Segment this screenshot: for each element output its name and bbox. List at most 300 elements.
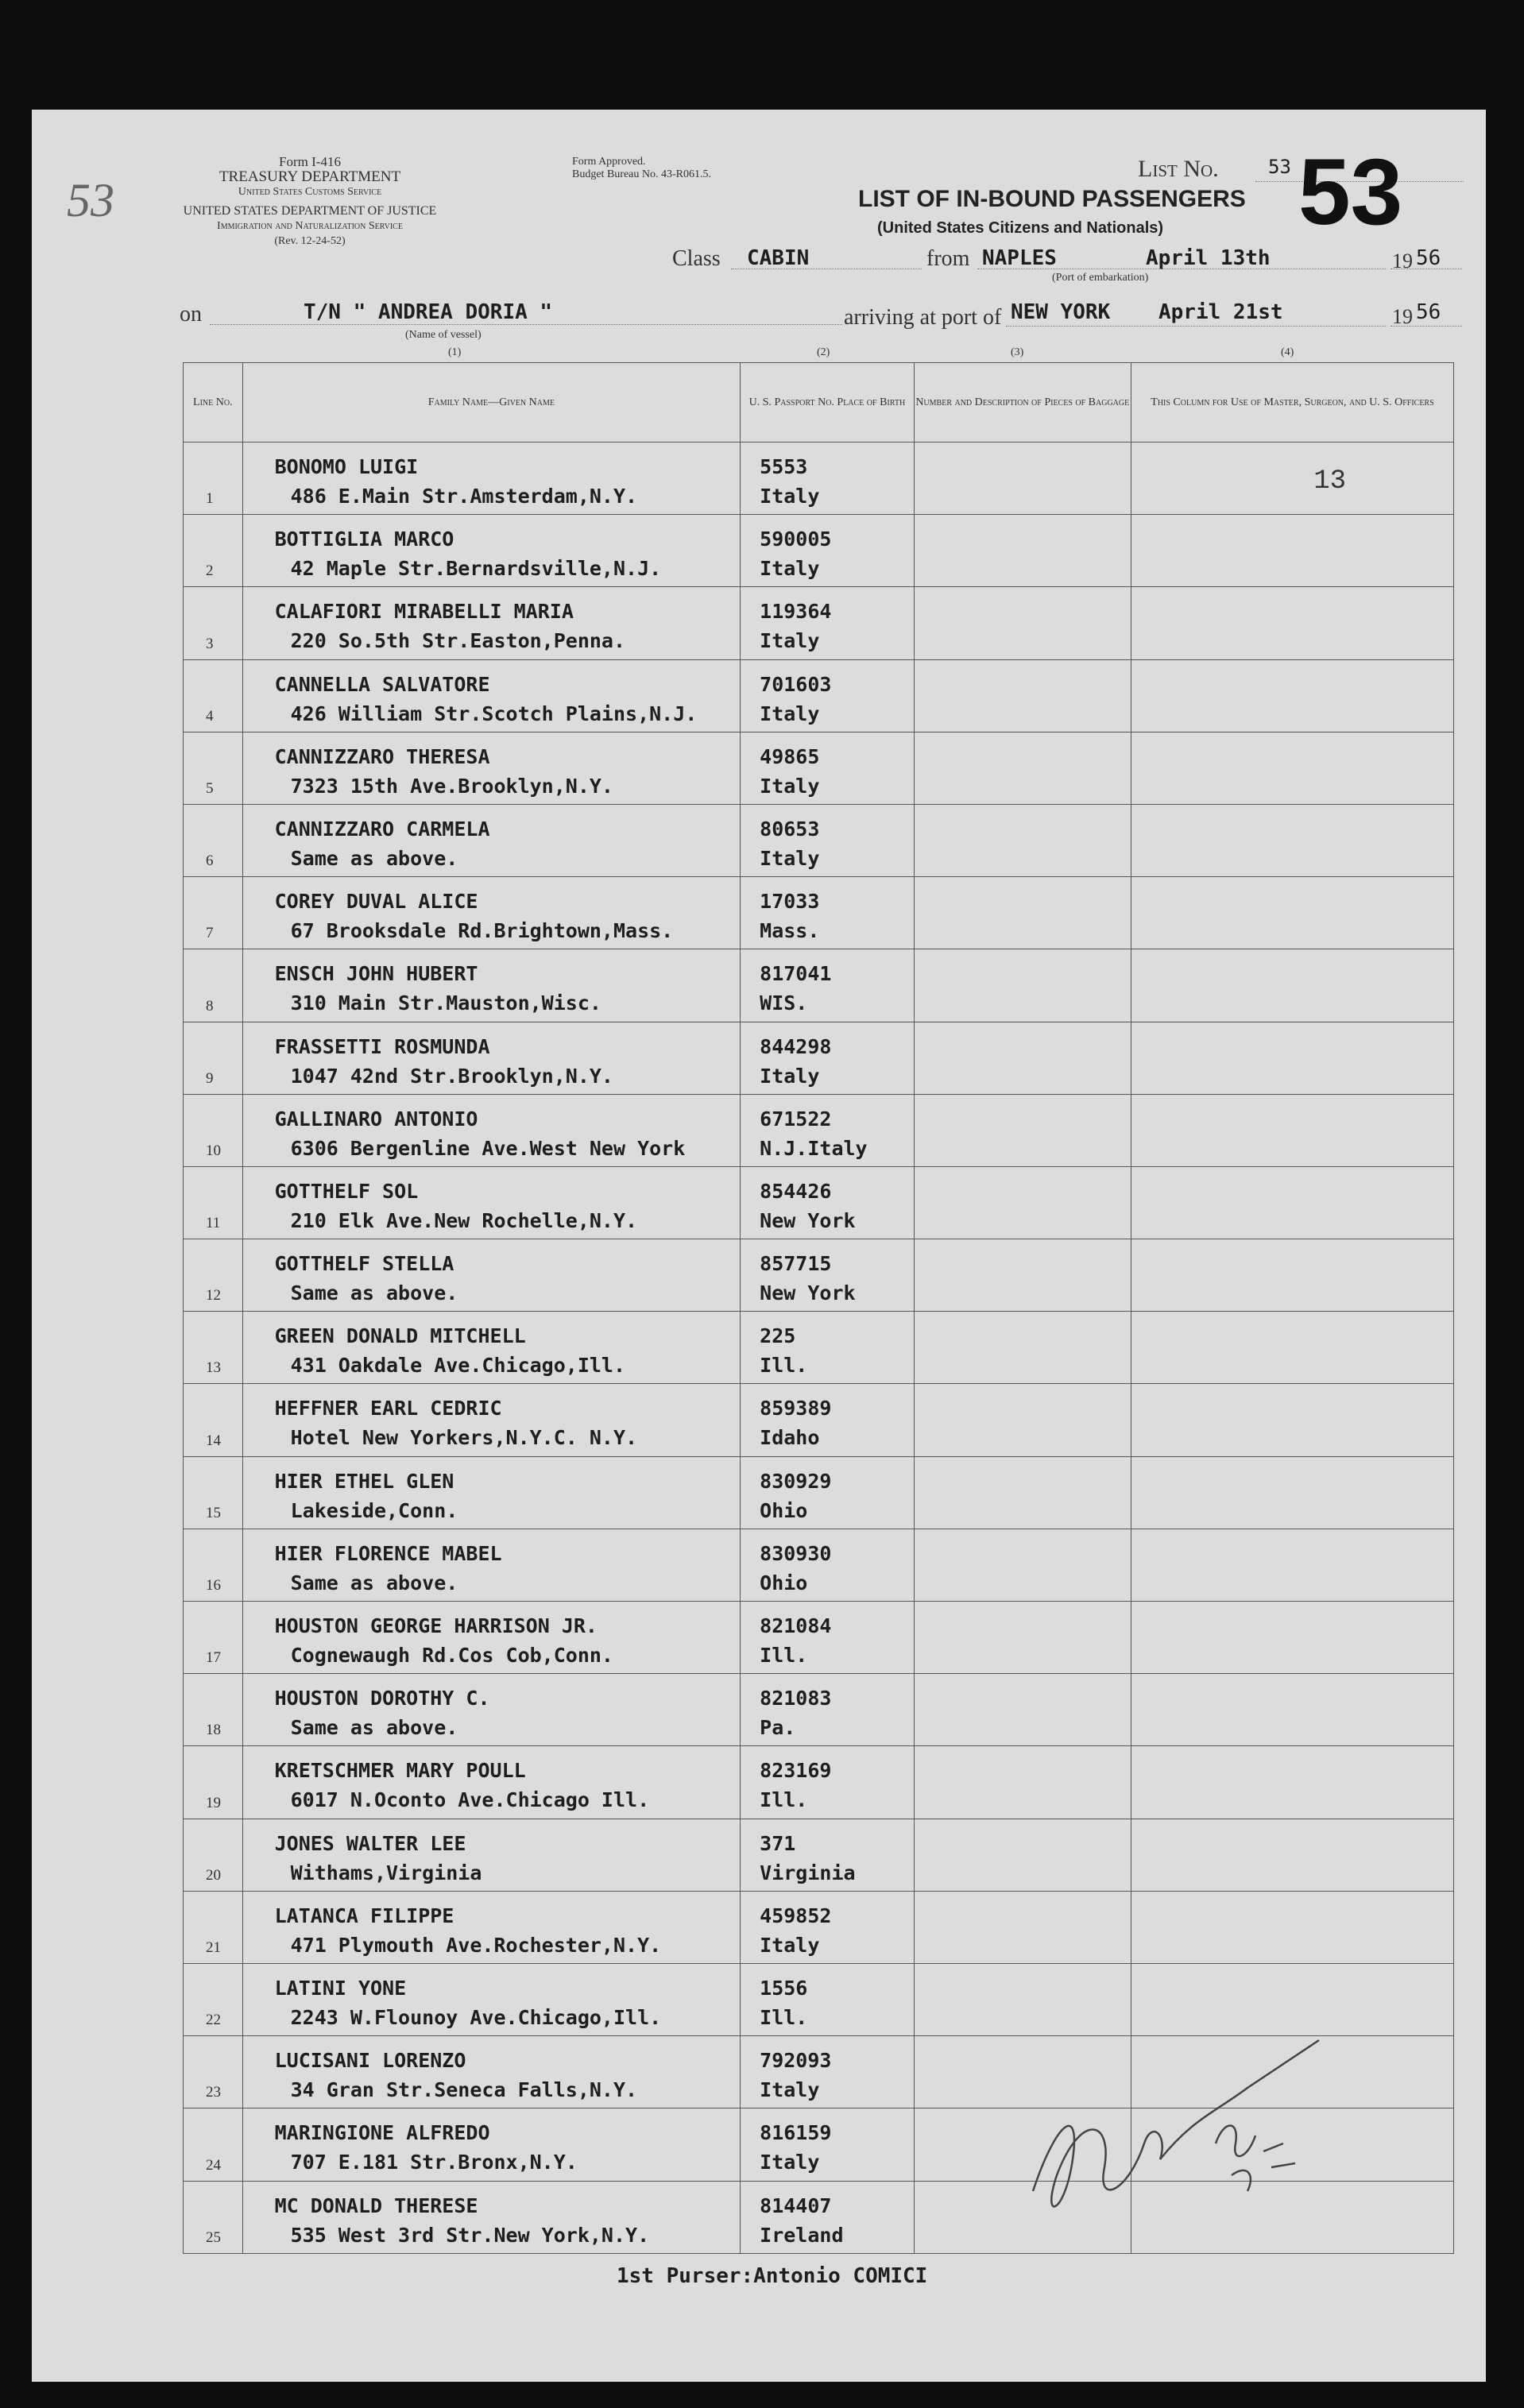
- table-row: [184, 949, 1454, 1022]
- birthplace: Idaho: [760, 1426, 820, 1450]
- passenger-name: CANNIZZARO THERESA: [274, 744, 490, 768]
- passenger-address: 1047 42nd Str.Brooklyn,N.Y.: [290, 1064, 613, 1088]
- list-no-stamp: 53: [1298, 140, 1403, 245]
- name-cell: [242, 515, 741, 587]
- birthplace: Italy: [760, 485, 820, 508]
- passport-cell: [741, 1529, 915, 1601]
- port-of-embarkation-label: (Port of embarkation): [1052, 272, 1149, 284]
- line-number-cell: [184, 2108, 243, 2181]
- baggage-cell: [914, 949, 1131, 1022]
- baggage-cell: [914, 1456, 1131, 1529]
- table-row: [184, 1674, 1454, 1746]
- passport-number: 823169: [760, 1759, 832, 1783]
- passport-cell: [741, 659, 915, 732]
- passenger-name: JONES WALTER LEE: [274, 1831, 466, 1855]
- birthplace: Ill.: [760, 1644, 808, 1667]
- passenger-address: 310 Main Str.Mauston,Wisc.: [290, 991, 601, 1015]
- passport-cell: [741, 877, 915, 949]
- passenger-address: 471 Plymouth Ave.Rochester,N.Y.: [290, 1933, 662, 1957]
- birthplace: Italy: [760, 1064, 820, 1088]
- passport-cell: [741, 1819, 915, 1891]
- passport-cell: [741, 2181, 915, 2254]
- line-number-cell: [184, 2181, 243, 2254]
- birthplace: Ill.: [760, 1354, 808, 1378]
- justice-block: [183, 203, 437, 249]
- officer-cell: [1131, 515, 1453, 587]
- line-number: 11: [206, 1215, 221, 1232]
- passport-number: 590005: [760, 528, 832, 551]
- name-cell: [242, 1456, 741, 1529]
- name-cell: [242, 1963, 741, 2035]
- birthplace: Ill.: [760, 1788, 808, 1812]
- line-number-cell: [184, 1166, 243, 1239]
- col-officers: This Column for Use of Master, Surgeon, and U. S. Officers: [1131, 363, 1453, 443]
- table-row: [184, 1022, 1454, 1094]
- name-cell: [242, 443, 741, 515]
- name-cell: [242, 877, 741, 949]
- col-ref-4: (4): [1281, 346, 1294, 358]
- line-number: 24: [206, 2156, 221, 2174]
- passenger-address: 486 E.Main Str.Amsterdam,N.Y.: [290, 485, 638, 508]
- name-cell: [242, 1819, 741, 1891]
- line-number-cell: [184, 732, 243, 804]
- list-no-label: List No.: [1138, 156, 1219, 182]
- table-header-row: [184, 363, 1454, 443]
- passenger-name: FRASSETTI ROSMUNDA: [274, 1034, 490, 1058]
- passenger-address: 34 Gran Str.Seneca Falls,N.Y.: [290, 2078, 638, 2102]
- baggage-cell: [914, 587, 1131, 659]
- name-cell: [242, 1384, 741, 1456]
- customs-service: United States Customs Service: [238, 186, 382, 198]
- line-number-cell: [184, 1384, 243, 1456]
- baggage-cell: [914, 1746, 1131, 1819]
- officer-cell: [1131, 1022, 1453, 1094]
- passport-number: 17033: [760, 890, 820, 914]
- baggage-cell: [914, 1384, 1131, 1456]
- col-ref-1: (1): [448, 346, 462, 358]
- arriving-label: arriving at port of: [844, 305, 1002, 330]
- birthplace: Italy: [760, 2078, 820, 2102]
- passenger-name: HIER ETHEL GLEN: [274, 1469, 454, 1493]
- birthplace: Italy: [760, 557, 820, 581]
- table-row: [184, 1529, 1454, 1601]
- passport-cell: [741, 1312, 915, 1384]
- line-number: 13: [206, 1359, 221, 1377]
- birthplace: N.J.Italy: [760, 1136, 868, 1160]
- line-number: 4: [206, 707, 214, 725]
- passport-cell: [741, 1746, 915, 1819]
- passport-cell: [741, 515, 915, 587]
- birthplace: Virginia: [760, 1861, 856, 1884]
- table-row: [184, 1312, 1454, 1384]
- officer-cell: [1131, 1602, 1453, 1674]
- baggage-cell: [914, 1602, 1131, 1674]
- passport-number: 225: [760, 1324, 796, 1348]
- passport-number: 857715: [760, 1252, 832, 1276]
- baggage-cell: [914, 1891, 1131, 1963]
- col-passport: U. S. Passport No. Place of Birth: [741, 363, 915, 443]
- baggage-cell: [914, 877, 1131, 949]
- passenger-name: KRETSCHMER MARY POULL: [274, 1759, 526, 1783]
- passenger-name: CANNELLA SALVATORE: [274, 672, 490, 696]
- line-number-cell: [184, 1819, 243, 1891]
- line-number-cell: [184, 1239, 243, 1312]
- treasury-department: TREASURY DEPARTMENT: [219, 168, 401, 185]
- name-cell: [242, 732, 741, 804]
- form-approved-block: [572, 156, 711, 181]
- line-number-cell: [184, 587, 243, 659]
- passenger-address: 67 Brooksdale Rd.Brightown,Mass.: [290, 919, 674, 943]
- baggage-cell: [914, 515, 1131, 587]
- baggage-cell: [914, 804, 1131, 876]
- name-cell: [242, 1674, 741, 1746]
- vessel-line: [210, 324, 842, 325]
- birthplace: WIS.: [760, 991, 808, 1015]
- budget-bureau: Budget Bureau No. 43-R061.5.: [572, 168, 711, 180]
- birthplace: Italy: [760, 629, 820, 653]
- name-cell: [242, 587, 741, 659]
- passenger-name: COREY DUVAL ALICE: [274, 890, 478, 914]
- passport-number: 830930: [760, 1541, 832, 1565]
- birthplace: Ohio: [760, 1571, 808, 1594]
- line-number: 17: [206, 1649, 221, 1667]
- table-row: [184, 1819, 1454, 1891]
- form-approved: Form Approved.: [572, 156, 646, 168]
- officer-cell: [1131, 1312, 1453, 1384]
- passport-cell: [741, 2036, 915, 2108]
- officer-cell: [1131, 1819, 1453, 1891]
- baggage-cell: [914, 1674, 1131, 1746]
- passport-number: 821084: [760, 1614, 832, 1637]
- revision-date: (Rev. 12-24-52): [274, 235, 346, 247]
- name-cell: [242, 1602, 741, 1674]
- passport-number: 821083: [760, 1687, 832, 1710]
- line-number-cell: [184, 515, 243, 587]
- embark-year-suffix: 56: [1416, 246, 1441, 270]
- arrival-port: NEW YORK: [1011, 300, 1111, 324]
- officer-cell: [1131, 1166, 1453, 1239]
- passport-cell: [741, 1166, 915, 1239]
- page-title: LIST OF IN-BOUND PASSENGERS: [858, 186, 1246, 212]
- officer-cell: [1131, 1746, 1453, 1819]
- table-row: [184, 1456, 1454, 1529]
- table-row: [184, 1384, 1454, 1456]
- birthplace: Mass.: [760, 919, 820, 943]
- passenger-name: MARINGIONE ALFREDO: [274, 2121, 490, 2145]
- table-row: [184, 1602, 1454, 1674]
- line-number-cell: [184, 1963, 243, 2035]
- baggage-cell: [914, 443, 1131, 515]
- vessel-name: T/N " ANDREA DORIA ": [304, 300, 553, 324]
- name-cell: [242, 1094, 741, 1166]
- name-cell: [242, 1312, 741, 1384]
- baggage-cell: [914, 1166, 1131, 1239]
- birthplace: Italy: [760, 2151, 820, 2174]
- embark-port: NAPLES: [982, 246, 1057, 270]
- line-number-cell: [184, 443, 243, 515]
- line-number-cell: [184, 1602, 243, 1674]
- officer-cell: [1131, 1674, 1453, 1746]
- baggage-cell: [914, 732, 1131, 804]
- name-cell: [242, 2108, 741, 2181]
- line-number-cell: [184, 2036, 243, 2108]
- officer-cell: [1131, 443, 1453, 515]
- passport-cell: [741, 804, 915, 876]
- line-number: 20: [206, 1866, 221, 1884]
- passenger-name: CANNIZZARO CARMELA: [274, 817, 490, 841]
- table-row: [184, 515, 1454, 587]
- passenger-address: Same as above.: [290, 846, 458, 870]
- passport-number: 1556: [760, 1976, 808, 2000]
- line-number-cell: [184, 949, 243, 1022]
- line-number: 14: [206, 1432, 221, 1449]
- passport-cell: [741, 1094, 915, 1166]
- on-label: on: [180, 302, 202, 327]
- department-of-justice: UNITED STATES DEPARTMENT OF JUSTICE: [183, 204, 437, 218]
- officer-cell: [1131, 1384, 1453, 1456]
- table-row: [184, 1094, 1454, 1166]
- passport-cell: [741, 1963, 915, 2035]
- corner-handwriting: 53: [67, 174, 114, 226]
- passenger-name: LATANCA FILIPPE: [274, 1904, 454, 1927]
- table-row: [184, 1891, 1454, 1963]
- passport-cell: [741, 1602, 915, 1674]
- passport-number: 119364: [760, 600, 832, 624]
- passenger-name: BONOMO LUIGI: [274, 455, 419, 478]
- passenger-address: Same as above.: [290, 1571, 458, 1594]
- list-no-typed: 53: [1268, 156, 1291, 178]
- passenger-address: 431 Oakdale Ave.Chicago,Ill.: [290, 1354, 626, 1378]
- passport-number: 792093: [760, 2049, 832, 2073]
- line-number-cell: [184, 1674, 243, 1746]
- name-cell: [242, 1166, 741, 1239]
- line-number: 22: [206, 2012, 221, 2029]
- passenger-address: Cognewaugh Rd.Cos Cob,Conn.: [290, 1644, 613, 1667]
- line-number-cell: [184, 804, 243, 876]
- passport-cell: [741, 443, 915, 515]
- col-ref-2: (2): [817, 346, 830, 358]
- passport-number: 814407: [760, 2193, 832, 2217]
- passport-number: 816159: [760, 2121, 832, 2145]
- baggage-cell: [914, 659, 1131, 732]
- passport-number: 844298: [760, 1034, 832, 1058]
- birthplace: Italy: [760, 702, 820, 725]
- birthplace: Italy: [760, 846, 820, 870]
- col-line-no: Line No.: [184, 363, 243, 443]
- line-number: 16: [206, 1577, 221, 1594]
- from-label: from: [926, 246, 970, 271]
- passenger-name: GREEN DONALD MITCHELL: [274, 1324, 526, 1348]
- passenger-address: 6306 Bergenline Ave.West New York: [290, 1136, 686, 1160]
- birthplace: Italy: [760, 774, 820, 798]
- passport-number: 671522: [760, 1107, 832, 1131]
- birthplace: Pa.: [760, 1716, 796, 1740]
- baggage-cell: [914, 1529, 1131, 1601]
- passenger-address: 535 West 3rd Str.New York,N.Y.: [290, 2223, 650, 2247]
- officer-cell: [1131, 1529, 1453, 1601]
- table-row: [184, 804, 1454, 876]
- birthplace: New York: [760, 1281, 856, 1305]
- passenger-address: Withams,Virginia: [290, 1861, 482, 1884]
- passenger-name: LUCISANI LORENZO: [274, 2049, 466, 2073]
- passenger-name: HOUSTON GEORGE HARRISON JR.: [274, 1614, 598, 1637]
- vessel-label: (Name of vessel): [405, 329, 482, 341]
- line-number: 10: [206, 1142, 221, 1159]
- arrival-year-prefix: 19: [1392, 305, 1413, 328]
- passenger-address: 210 Elk Ave.New Rochelle,N.Y.: [290, 1208, 638, 1232]
- line-number: 7: [206, 925, 214, 942]
- officer-cell: [1131, 949, 1453, 1022]
- passport-cell: [741, 2108, 915, 2181]
- passenger-address: 220 So.5th Str.Easton,Penna.: [290, 629, 626, 653]
- baggage-cell: [914, 1312, 1131, 1384]
- line-number: 8: [206, 997, 214, 1015]
- line-number: 12: [206, 1287, 221, 1304]
- baggage-cell: [914, 1022, 1131, 1094]
- passport-cell: [741, 732, 915, 804]
- line-number-cell: [184, 1094, 243, 1166]
- passport-number: 830929: [760, 1469, 832, 1493]
- name-cell: [242, 2036, 741, 2108]
- passport-number: 371: [760, 1831, 796, 1855]
- passport-number: 49865: [760, 744, 820, 768]
- line-number-cell: [184, 877, 243, 949]
- passenger-name: GALLINARO ANTONIO: [274, 1107, 478, 1131]
- name-cell: [242, 1746, 741, 1819]
- name-cell: [242, 804, 741, 876]
- name-cell: [242, 1529, 741, 1601]
- table-row: [184, 732, 1454, 804]
- purser-signature-line: 1st Purser:Antonio COMICI: [617, 2264, 928, 2288]
- birthplace: Ill.: [760, 2005, 808, 2029]
- officer-mark: 13: [1313, 466, 1346, 497]
- passenger-address: 6017 N.Oconto Ave.Chicago Ill.: [290, 1788, 650, 1812]
- passenger-address: 426 William Str.Scotch Plains,N.J.: [290, 702, 698, 725]
- line-number-cell: [184, 659, 243, 732]
- line-number: 6: [206, 852, 214, 870]
- line-number-cell: [184, 1746, 243, 1819]
- passenger-name: BOTTIGLIA MARCO: [274, 528, 454, 551]
- passenger-name: HOUSTON DOROTHY C.: [274, 1687, 490, 1710]
- line-number: 21: [206, 1938, 221, 1956]
- name-cell: [242, 2181, 741, 2254]
- line-number-cell: [184, 1312, 243, 1384]
- line-number-cell: [184, 1456, 243, 1529]
- line-number: 23: [206, 2084, 221, 2101]
- line-number: 25: [206, 2229, 221, 2246]
- line-number: 15: [206, 1504, 221, 1521]
- table-row: [184, 877, 1454, 949]
- passenger-name: HEFFNER EARL CEDRIC: [274, 1397, 502, 1420]
- officer-cell: [1131, 1239, 1453, 1312]
- baggage-cell: [914, 1094, 1131, 1166]
- line-number-cell: [184, 1529, 243, 1601]
- inspector-signature: [1009, 2024, 1343, 2231]
- officer-cell: [1131, 1456, 1453, 1529]
- passenger-table: [183, 362, 1454, 2254]
- birthplace: Ireland: [760, 2223, 844, 2247]
- embark-year-prefix: 19: [1392, 249, 1413, 272]
- passenger-name: CALAFIORI MIRABELLI MARIA: [274, 600, 574, 624]
- table-row: [184, 1746, 1454, 1819]
- name-cell: [242, 1891, 741, 1963]
- passenger-name: LATINI YONE: [274, 1976, 407, 2000]
- passenger-address: Lakeside,Conn.: [290, 1498, 458, 1522]
- embark-date: April 13th: [1146, 246, 1271, 270]
- form-number: Form I-416: [279, 154, 341, 169]
- passport-number: 80653: [760, 817, 820, 841]
- passenger-name: GOTTHELF STELLA: [274, 1252, 454, 1276]
- form-identity-block: [183, 154, 437, 199]
- page-subtitle: (United States Citizens and Nationals): [877, 219, 1164, 237]
- officer-cell: [1131, 659, 1453, 732]
- passport-cell: [741, 1456, 915, 1529]
- class-value: CABIN: [747, 246, 810, 270]
- line-number: 18: [206, 1722, 221, 1739]
- immigration-service: Immigration and Naturalization Service: [217, 220, 403, 232]
- officer-cell: [1131, 732, 1453, 804]
- name-cell: [242, 1022, 741, 1094]
- birthplace: Italy: [760, 1933, 820, 1957]
- line-number: 1: [206, 490, 214, 508]
- passport-number: 701603: [760, 672, 832, 696]
- col-baggage: Number and Description of Pieces of Baggage: [914, 363, 1131, 443]
- birthplace: Ohio: [760, 1498, 808, 1522]
- passenger-name: MC DONALD THERESE: [274, 2193, 478, 2217]
- passport-cell: [741, 1674, 915, 1746]
- line-number: 2: [206, 562, 214, 580]
- class-label: Class: [672, 246, 721, 271]
- name-cell: [242, 659, 741, 732]
- line-number: 9: [206, 1069, 214, 1087]
- passenger-address: 2243 W.Flounoy Ave.Chicago,Ill.: [290, 2005, 662, 2029]
- passenger-name: GOTTHELF SOL: [274, 1179, 419, 1203]
- table-row: [184, 1239, 1454, 1312]
- passenger-address: 707 E.181 Str.Bronx,N.Y.: [290, 2151, 578, 2174]
- passport-cell: [741, 1891, 915, 1963]
- table-row: [184, 659, 1454, 732]
- passenger-address: 42 Maple Str.Bernardsville,N.J.: [290, 557, 662, 581]
- arrival-line: [1006, 326, 1386, 327]
- arrival-year-suffix: 56: [1416, 300, 1441, 324]
- baggage-cell: [914, 1819, 1131, 1891]
- passenger-rows: [184, 443, 1454, 2254]
- line-number: 5: [206, 779, 214, 797]
- col-ref-3: (3): [1011, 346, 1024, 358]
- passport-number: 5553: [760, 455, 808, 478]
- passport-cell: [741, 949, 915, 1022]
- passport-cell: [741, 1384, 915, 1456]
- passenger-address: Same as above.: [290, 1281, 458, 1305]
- manifest-page: [32, 110, 1486, 2382]
- passport-number: 854426: [760, 1179, 832, 1203]
- arrival-date: April 21st: [1158, 300, 1283, 324]
- table-row: [184, 443, 1454, 515]
- passenger-address: Same as above.: [290, 1716, 458, 1740]
- birthplace: New York: [760, 1208, 856, 1232]
- passport-number: 817041: [760, 962, 832, 986]
- table-row: [184, 587, 1454, 659]
- passenger-address: Hotel New Yorkers,N.Y.C. N.Y.: [290, 1426, 638, 1450]
- passenger-address: 7323 15th Ave.Brooklyn,N.Y.: [290, 774, 613, 798]
- name-cell: [242, 949, 741, 1022]
- passenger-name: HIER FLORENCE MABEL: [274, 1541, 502, 1565]
- passport-number: 859389: [760, 1397, 832, 1420]
- baggage-cell: [914, 1239, 1131, 1312]
- table-row: [184, 1166, 1454, 1239]
- passenger-name: ENSCH JOHN HUBERT: [274, 962, 478, 986]
- passport-number: 459852: [760, 1904, 832, 1927]
